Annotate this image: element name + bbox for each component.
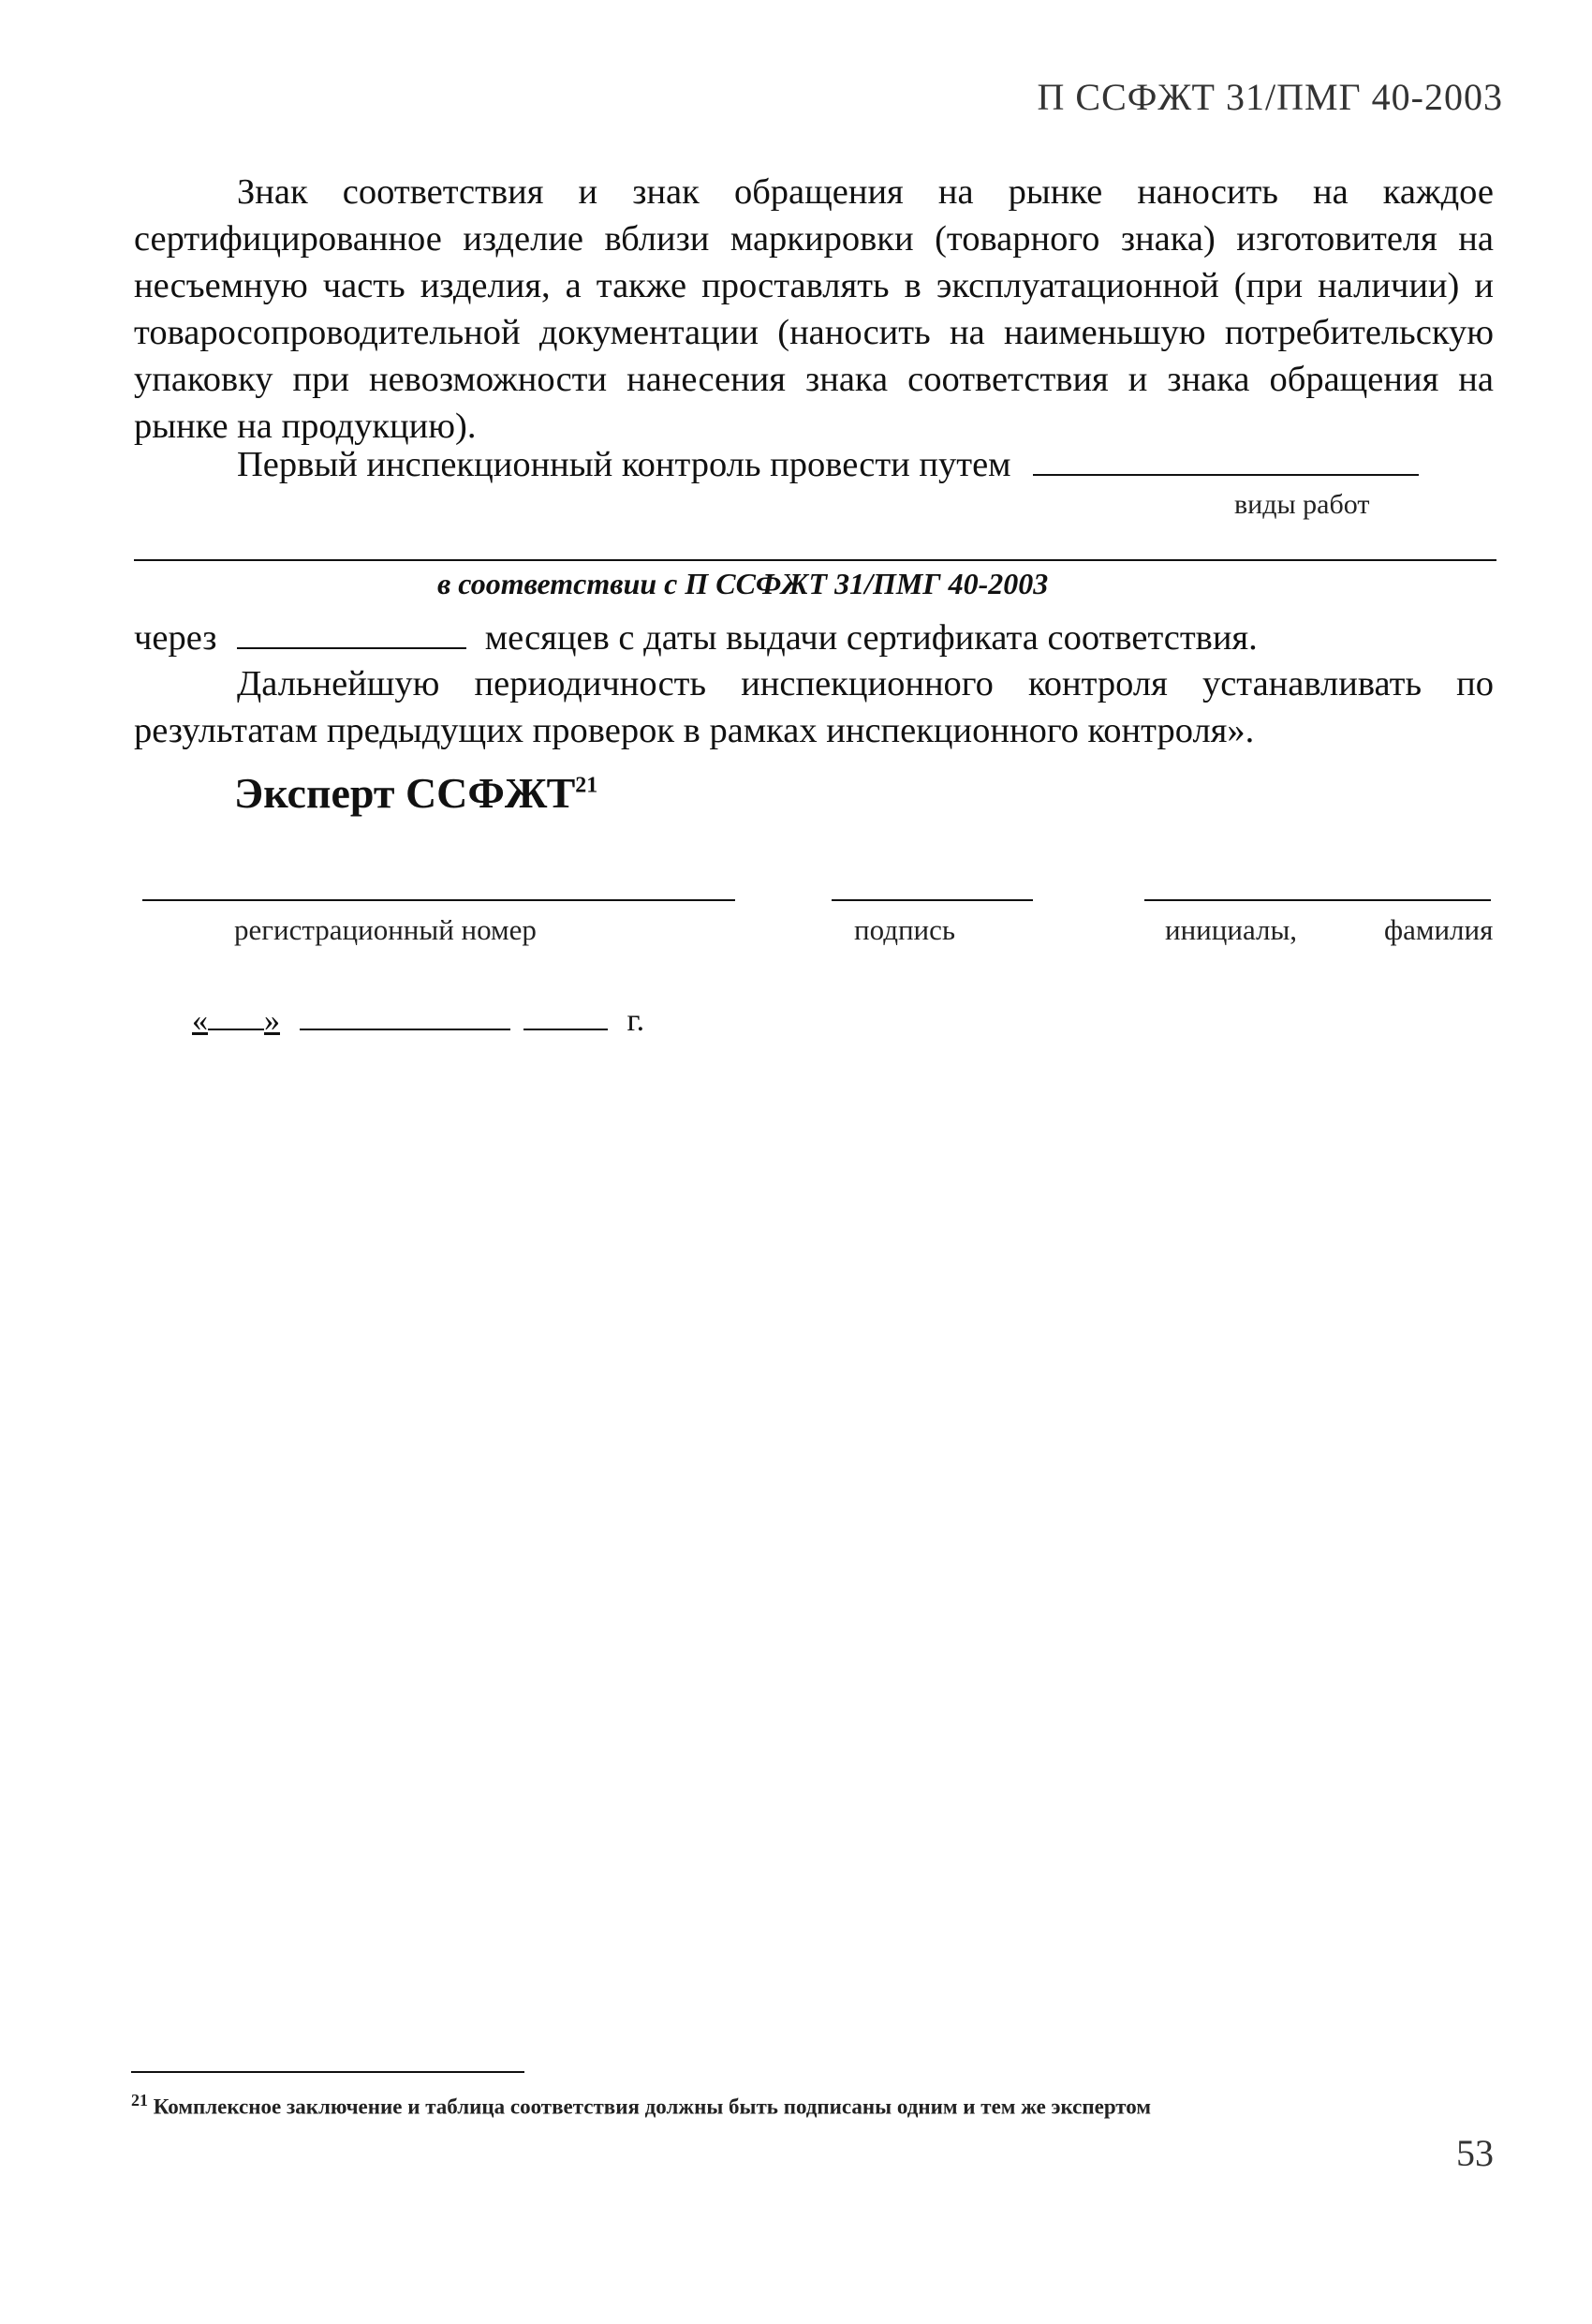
- work-types-continuation-line: [134, 559, 1496, 561]
- paragraph-marking: Знак соответствия и знак обращения на рынке наносить на каждое сертифицированное изделие вблизи маркировки (товарного знака) изготовителя на несъемную часть изделия, а также проставлять в эксплуатационной (при наличии) и товаросопроводительной документации (наносить на наименьшую потребительскую упаковку при невозможности нанесения знака соответствия и знака обращения на рынке на продукцию).: [134, 172, 1494, 446]
- date-line: [192, 995, 644, 1044]
- months-blank: [237, 614, 466, 649]
- year-suffix: г.: [626, 1003, 645, 1038]
- signature-caption: подпись: [854, 913, 956, 946]
- footnote: [131, 2091, 1151, 2120]
- date-year-blank: [523, 995, 608, 1030]
- footnote-separator: [131, 2071, 524, 2073]
- inspection-line: [237, 440, 1419, 488]
- date-close-quote: »: [264, 1003, 280, 1038]
- date-open-quote: «: [192, 1003, 208, 1038]
- compliance-reference: в соответствии с П ССФЖТ 31/ПМГ 40-2003: [437, 567, 1049, 600]
- name-line: [1144, 899, 1491, 901]
- months-text: месяцев с даты выдачи сертификата соответствия.: [484, 618, 1258, 658]
- initials-caption: инициалы,: [1165, 913, 1298, 946]
- expert-footnote-mark: 21: [575, 773, 598, 798]
- document-code: П ССФЖТ 31/ПМГ 40-2003: [1037, 76, 1503, 118]
- through-word: через: [134, 618, 217, 658]
- footnote-text: Комплексное заключение и таблица соответствия должны быть подписаны одним и тем же экспертом: [153, 2095, 1152, 2119]
- signature-line: [832, 899, 1033, 901]
- work-types-blank: [1033, 440, 1419, 476]
- reg-number-line: [142, 899, 735, 901]
- paragraph-periodicity: Дальнейшую периодичность инспекционного контроля устанавливать по результатам предыдущих проверок в рамках инспекционного контроля».: [134, 664, 1494, 750]
- inspection-text: Первый инспекционный контроль провести путем: [237, 445, 1011, 484]
- date-day-blank: [208, 995, 264, 1030]
- footnote-mark: 21: [131, 2091, 148, 2109]
- months-line: [134, 614, 1258, 661]
- work-types-caption: виды работ: [1234, 489, 1370, 520]
- surname-caption: фамилия: [1384, 913, 1494, 946]
- expert-title: [234, 768, 597, 818]
- page-number: 53: [1456, 2132, 1494, 2174]
- reg-number-caption: регистрационный номер: [234, 913, 537, 946]
- date-month-blank: [300, 995, 510, 1030]
- expert-title-text: Эксперт ССФЖТ: [234, 769, 576, 817]
